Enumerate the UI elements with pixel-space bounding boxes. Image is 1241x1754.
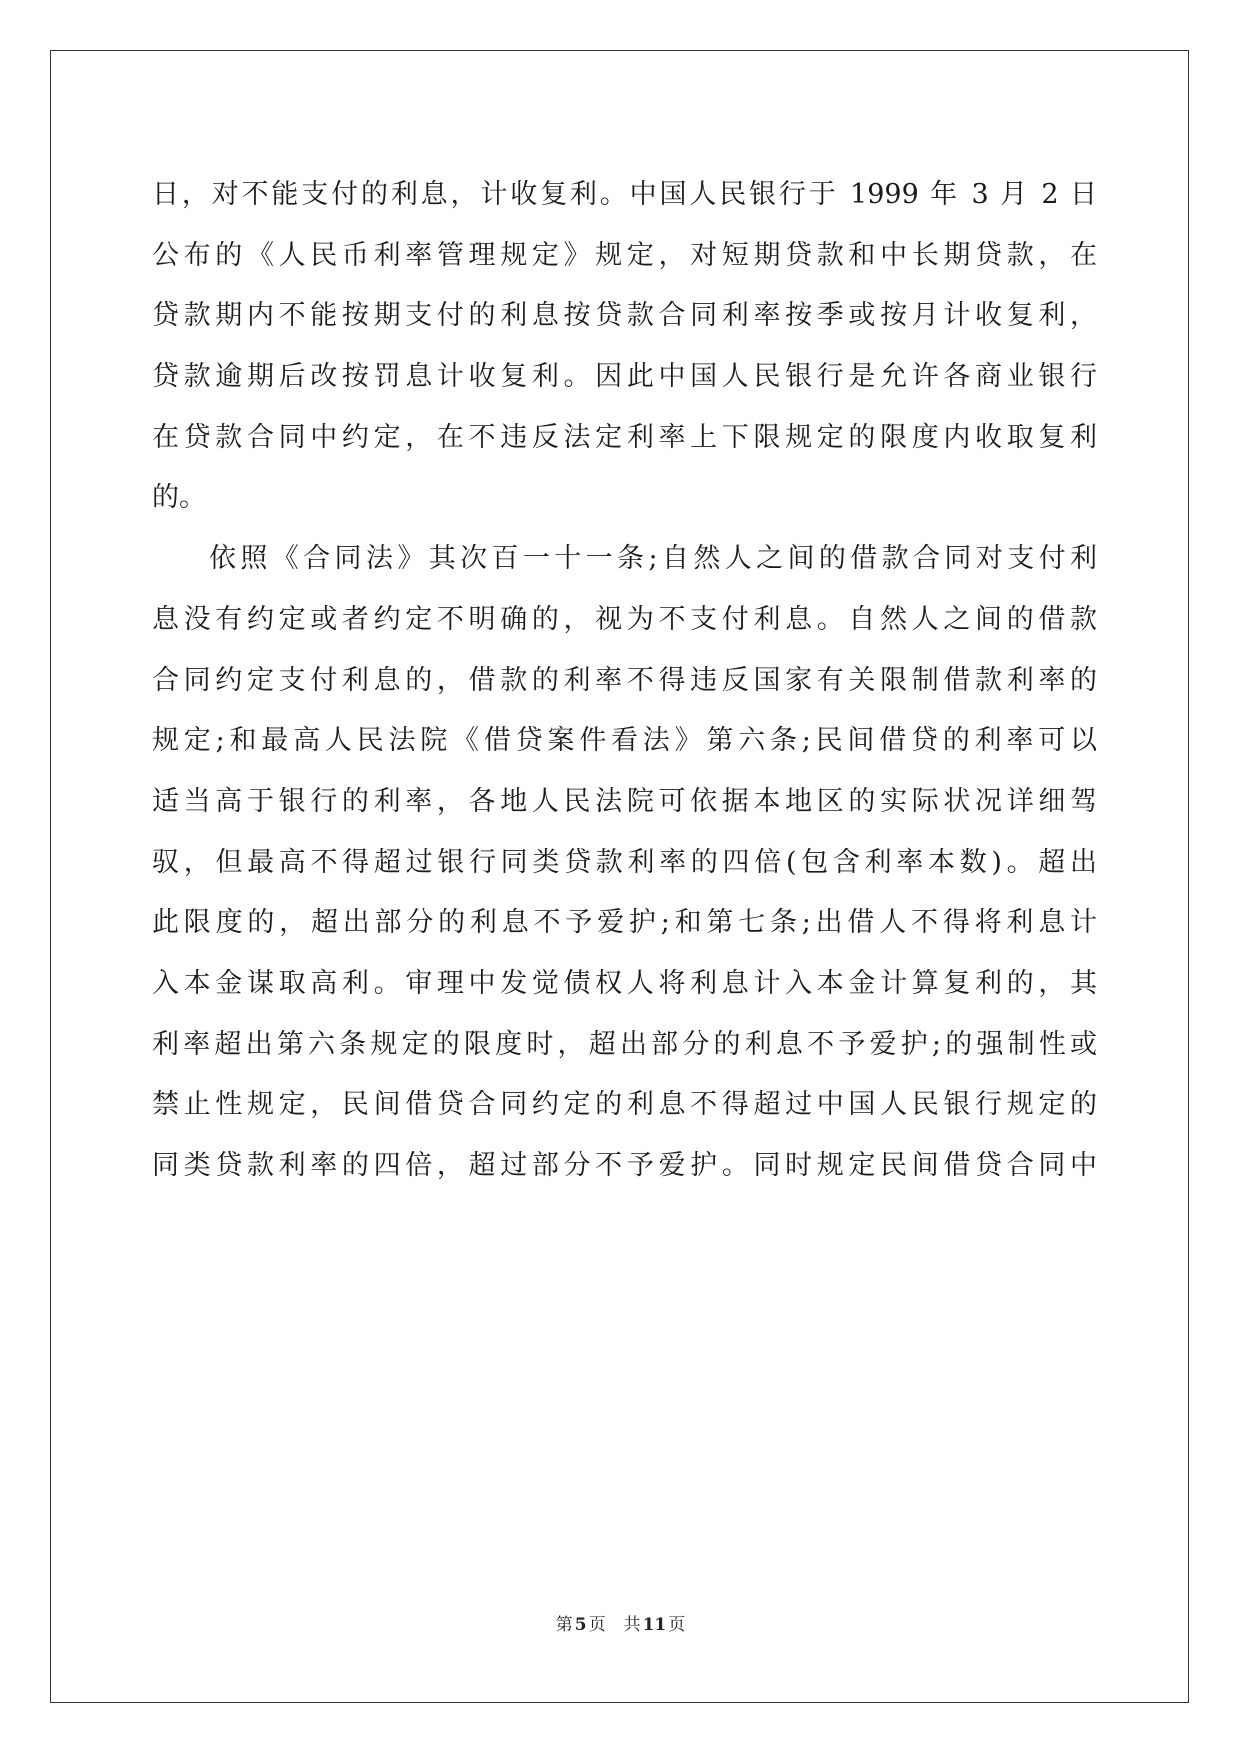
document-body — [152, 165, 1097, 1197]
text-line: 适当高于银行的利率，各地人民法院可依据本地区的实际状况详细驾 — [152, 785, 1097, 817]
total-prefix: 共 — [623, 1615, 641, 1635]
paragraph — [152, 165, 1097, 529]
paragraph — [152, 529, 1097, 1197]
total-pages: 11 — [642, 1615, 667, 1635]
text-line: 贷款期内不能按期支付的利息按贷款合同利率按季或按月计收复利， — [152, 300, 1097, 332]
text-line: 依照《合同法》其次百一十一条;自然人之间的借款合同对支付利 — [209, 543, 1097, 575]
page-suffix: 页 — [588, 1615, 606, 1635]
text-line: 驭，但最高不得超过银行同类贷款利率的四倍(包含利率本数)。超出 — [152, 846, 1097, 878]
total-suffix: 页 — [668, 1615, 686, 1635]
text-line: 日，对不能支付的利息，计收复利。中国人民银行于 1999 年 3 月 2 日 — [152, 179, 1097, 210]
page-prefix: 第 — [555, 1615, 573, 1635]
text-line: 合同约定支付利息的，借款的利率不得违反国家有关限制借款利率的 — [152, 664, 1097, 696]
text-line: 利率超出第六条规定的限度时，超出部分的利息不予爱护;的强制性或 — [152, 1028, 1097, 1060]
text-line: 此限度的，超出部分的利息不予爱护;和第七条;出借人不得将利息计 — [152, 907, 1097, 939]
text-line: 在贷款合同中约定，在不违反法定利率上下限规定的限度内收取复利 — [152, 421, 1097, 453]
text-line: 的。 — [152, 482, 206, 514]
page-number: 5 — [574, 1615, 587, 1635]
page-footer — [0, 1610, 1241, 1635]
text-line: 禁止性规定，民间借贷合同约定的利息不得超过中国人民银行规定的 — [152, 1089, 1097, 1121]
text-line: 贷款逾期后改按罚息计收复利。因此中国人民银行是允许各商业银行 — [152, 361, 1097, 393]
text-line: 规定;和最高人民法院《借贷案件看法》第六条;民间借贷的利率可以 — [152, 725, 1097, 757]
text-line: 息没有约定或者约定不明确的，视为不支付利息。自然人之间的借款 — [152, 603, 1097, 635]
text-line: 入本金谋取高利。审理中发觉债权人将利息计入本金计算复利的，其 — [152, 967, 1097, 999]
text-line: 同类贷款利率的四倍，超过部分不予爱护。同时规定民间借贷合同中 — [152, 1150, 1097, 1181]
text-line: 公布的《人民币利率管理规定》规定，对短期贷款和中长期贷款，在 — [152, 239, 1097, 271]
